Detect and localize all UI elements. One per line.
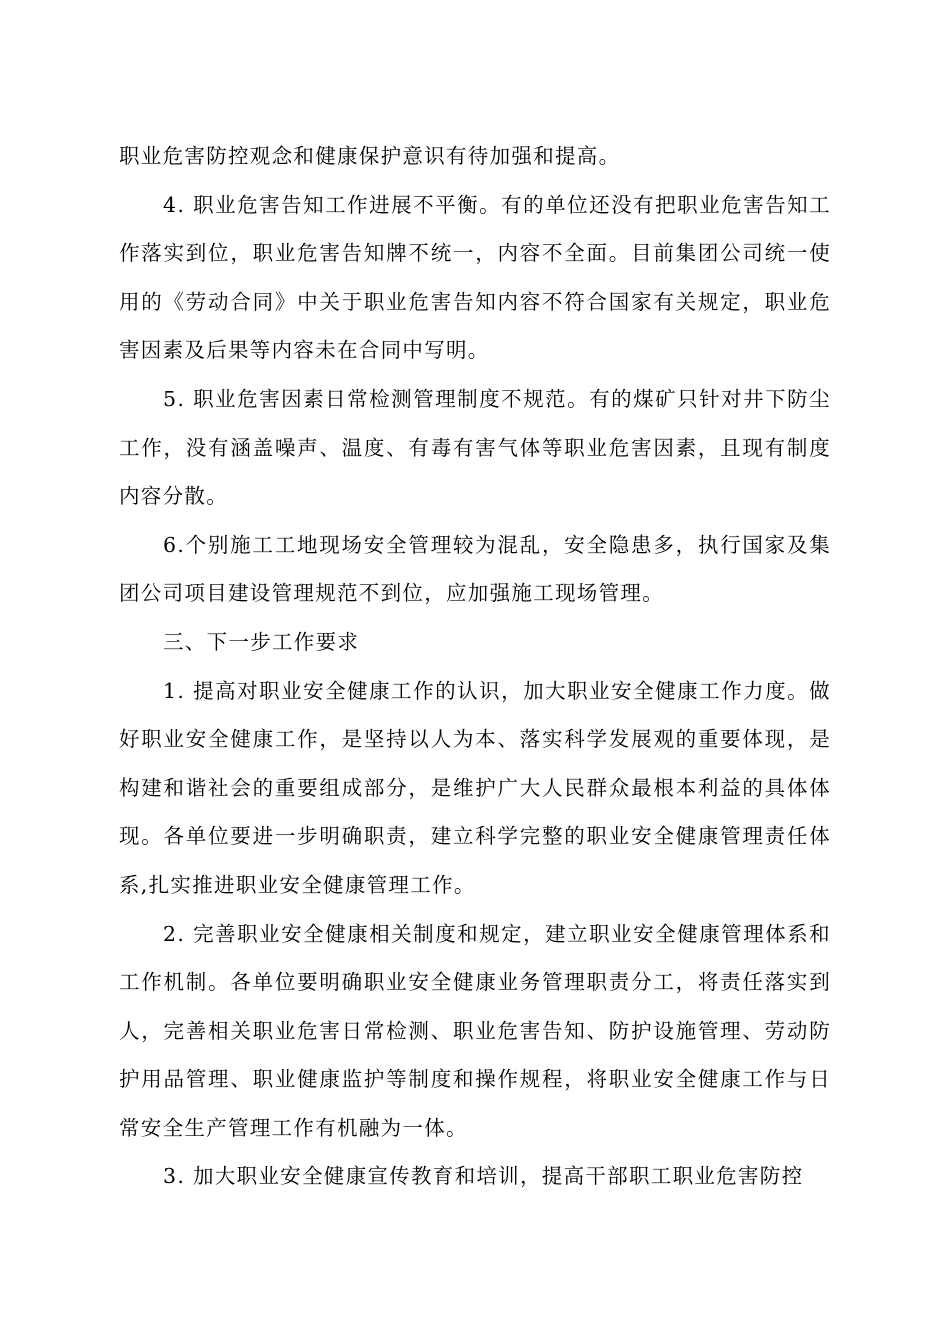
- paragraph: 职业危害防控观念和健康保护意识有待加强和提高。: [119, 144, 621, 168]
- paragraph: 5. 职业危害因素日常检测管理制度不规范。有的煤矿只针对井下防尘工作，没有涵盖噪声、温度、有毒有害气体等职业危害因素，且现有制度内容分散。: [119, 386, 831, 509]
- document-body: [119, 132, 831, 1201]
- section-heading: 三、下一步工作要求: [163, 629, 360, 654]
- paragraph: 2. 完善职业安全健康相关制度和规定，建立职业安全健康管理体系和工作机制。各单位要明确职业安全健康业务管理职责分工，将责任落实到人，完善相关职业危害日常检测、职业危害告知、防护设施管理、劳动防护用品管理、职业健康监护等制度和操作规程，将职业安全健康工作与日常安全生产管理工作有机融为一体。: [119, 921, 831, 1140]
- paragraph: 3. 加大职业安全健康宣传教育和培训，提高干部职工职业危害防控: [163, 1164, 804, 1189]
- paragraph: 6.个别施工工地现场安全管理较为混乱，安全隐患多，执行国家及集团公司项目建设管理规范不到位，应加强施工现场管理。: [119, 532, 831, 606]
- paragraph: 1. 提高对职业安全健康工作的认识，加大职业安全健康工作力度。做好职业安全健康工作，是坚持以人为本、落实科学发展观的重要体现，是构建和谐社会的重要组成部分，是维护广大人民群众最根本利益的具体体现。各单位要进一步明确职责，建立科学完整的职业安全健康管理责任体系,扎实推进职业安全健康管理工作。: [119, 678, 831, 897]
- paragraph: 4. 职业危害告知工作进展不平衡。有的单位还没有把职业危害告知工作落实到位，职业危害告知牌不统一，内容不全面。目前集团公司统一使用的《劳动合同》中关于职业危害告知内容不符合国家有关规定，职业危害因素及后果等内容未在合同中写明。: [119, 192, 831, 363]
